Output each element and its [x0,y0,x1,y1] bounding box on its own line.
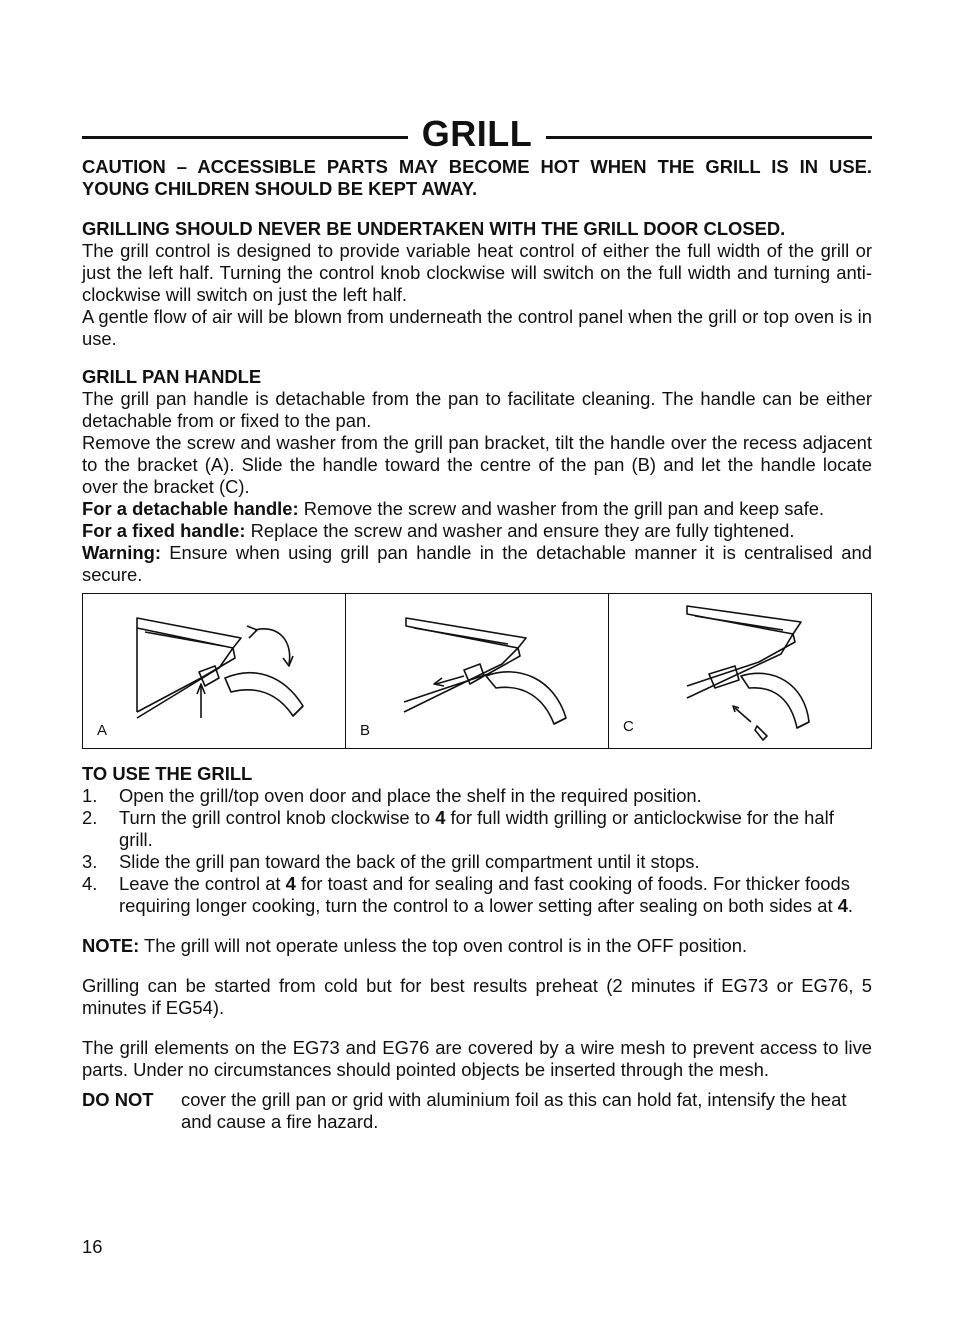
do-not-warning [82,1089,872,1133]
use-heading: TO USE THE GRILL [82,763,253,784]
figure-label-b: B [360,722,371,739]
title-rule-left [82,136,408,139]
grilling-warning: GRILLING SHOULD NEVER BE UNDERTAKEN WITH THE GRILL DOOR CLOSED. [82,218,786,239]
fixed-label: For a fixed handle: [82,520,246,541]
detachable-handle-note [82,498,872,520]
fixed-handle-note [82,520,872,542]
page-title: GRILL [421,113,533,154]
warning-label: Warning: [82,542,161,563]
figure-label-c: C [623,718,634,735]
do-not-text: cover the grill pan or grid with aluminium foil as this can hold fat, intensify the heat and cause a fire hazard. [181,1089,847,1132]
list-item: 3. Slide the grill pan toward the back of the grill compartment until it stops. [82,851,700,872]
note-text: The grill will not operate unless the top oven control is in the OFF position. [139,935,748,956]
handle-warning [82,542,872,586]
do-not-label: DO NOT [82,1089,154,1110]
figure-b [346,594,609,748]
handle-paragraph-2: Remove the screw and washer from the grill pan bracket, tilt the handle over the recess adjacent to the bracket (A). Slide the handle toward the centre of the pan (B) and let the handle locate over the bracket (C). [82,432,872,497]
handle-heading: GRILL PAN HANDLE [82,366,262,387]
mesh-paragraph: The grill elements on the EG73 and EG76 are covered by a wire mesh to prevent access to live parts. Under no circumstances should pointed objects be inserted through the mesh. [82,1037,872,1080]
list-item: 1. Open the grill/top oven door and place the shelf in the required position. [82,785,702,806]
note-paragraph [82,935,872,957]
figure-c [609,594,871,748]
page-number: 16 [82,1236,103,1257]
handle-figures [82,593,872,749]
grill-pan-slide-illustration [346,594,608,748]
grill-pan-fixed-handle-illustration [609,594,871,748]
intro-paragraph-1: The grill control is designed to provide variable heat control of either the full width of the grill or just the left half. Turning the control knob clockwise will switch on the full width and turning anti-clockwise will switch on just the left half. [82,240,872,305]
page-content [82,112,872,1133]
use-steps-list [82,785,872,917]
preheat-paragraph: Grilling can be started from cold but for best results preheat (2 minutes if EG73 or EG76, 5 minutes if EG54). [82,975,872,1018]
title-rule-right [546,136,872,139]
list-item: 4. Leave the control at 4 for toast and for sealing and fast cooking of foods. For thicker foods requiring longer cooking, turn the control to a lower setting after sealing on both sides at 4. [82,873,854,916]
figure-label-a: A [97,722,108,739]
grill-pan-tilt-illustration [83,594,345,748]
caution-text: CAUTION – ACCESSIBLE PARTS MAY BECOME HOT WHEN THE GRILL IS IN USE. YOUNG CHILDREN SHOULD BE KEPT AWAY. [82,156,872,199]
title-row [82,112,872,156]
handle-paragraph-1: The grill pan handle is detachable from the pan to facilitate cleaning. The handle can be either detachable from or fixed to the pan. [82,388,872,431]
note-label: NOTE: [82,935,140,956]
fixed-text: Replace the screw and washer and ensure they are fully tightened. [245,520,795,541]
figure-a [83,594,346,748]
detachable-text: Remove the screw and washer from the grill pan and keep safe. [298,498,825,519]
warning-text: Ensure when using grill pan handle in the detachable manner it is centralised and secure. [82,542,872,585]
detachable-label: For a detachable handle: [82,498,299,519]
intro-paragraph-2: A gentle flow of air will be blown from underneath the control panel when the grill or top oven is in use. [82,306,872,349]
list-item: 2. Turn the grill control knob clockwise to 4 for full width grilling or anticlockwise for the half grill. [82,807,834,850]
